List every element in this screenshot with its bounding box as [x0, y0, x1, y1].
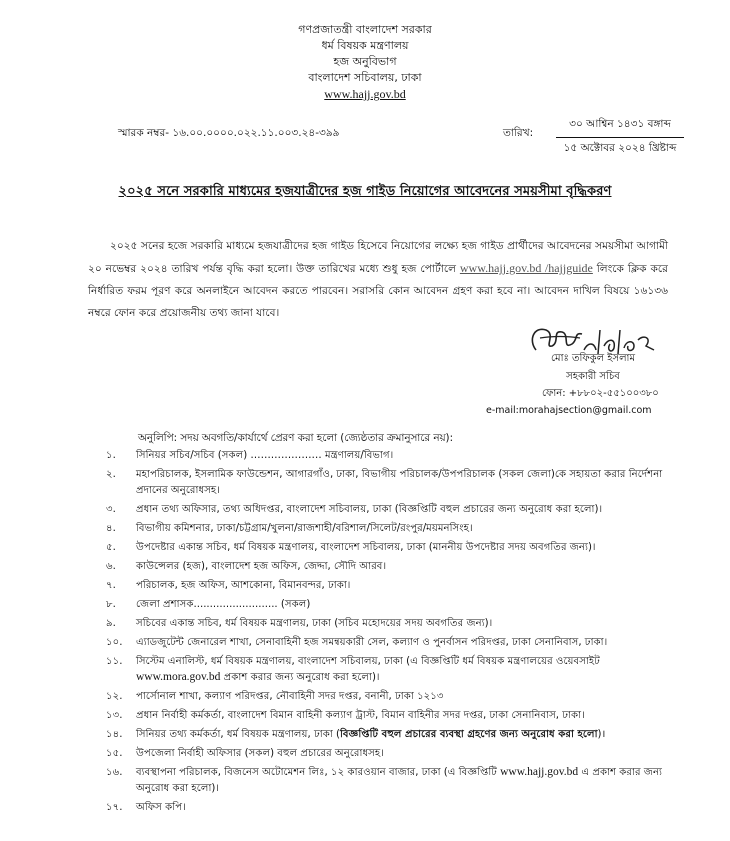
list-item — [96, 540, 686, 556]
date-bangla: ৩০ আশ্বিন ১৪৩১ বঙ্গাব্দ — [556, 115, 684, 138]
list-item-text: উপদেষ্টার একান্ত সচিব, ধর্ম বিষয়ক মন্ত্রণালয়, বাংলাদেশ সচিবালয়, ঢাকা (মাননীয় উপদেষ্টার সদয় অবগতির জন্য)। — [136, 541, 596, 553]
header-government-name: গণপ্রজাতন্ত্রী বাংলাদেশ সরকার — [298, 23, 432, 36]
notice-body — [88, 235, 668, 324]
list-item-text — [136, 654, 686, 685]
list-item-text-part: সিস্টেম এনালিস্ট, ধর্ম বিষয়ক মন্ত্রণালয়, বাংলাদেশ সচিবালয়, ঢাকা (এ বিজ্ঞপ্তিটি ধর্ম বিষয়ক মন্ত্রণালয়ের ওয়েবসাইট — [136, 656, 600, 668]
list-item-text: জেলা প্রশাসক.......................... (সকল) — [136, 599, 311, 611]
header-address: বাংলাদেশ সচিবালয়, ঢাকা — [308, 71, 422, 84]
list-item-text: প্রধান নির্বাহী কর্মকর্তা, বাংলাদেশ বিমান বাহিনী কল্যাণ ট্রাস্ট, বিমান বাহিনীর সদর দপ্তর, ঢাকা সেনানিবাস, ঢাকা। — [136, 710, 585, 722]
date-english: ১৫ অক্টোবর ২০২৪ খ্রিষ্টাব্দ — [563, 142, 677, 154]
list-item — [96, 559, 686, 575]
list-item-text: মহাপরিচালক, ইসলামিক ফাউন্ডেশন, আগারগাঁও, ঢাকা, বিভাগীয় পরিচালক/উপপরিচালক (সকল জেলা)কে সহায়তা করার নির্দেশনা প্রদানের অনুরোধসহ। — [136, 469, 663, 496]
copy-to-list — [96, 448, 686, 819]
list-item-text: প্রধান তথ্য অফিসার, তথ্য অধিদপ্তর, বাংলাদেশ সচিবালয়, ঢাকা (বিজ্ঞপ্তিটি বহুল প্রচারের জন্য অনুরোধ করা হলো)। — [136, 503, 603, 515]
list-item-text-part: সিনিয়র তথ্য কর্মকর্তা, ধর্ম বিষয়ক মন্ত্রণালয়, ঢাকা ( — [136, 729, 341, 741]
signatory-email[interactable]: e-mail:morahajsection@gmail.com — [486, 405, 652, 416]
signatory-designation: সহকারী সচিব — [566, 371, 620, 382]
list-item — [96, 448, 686, 464]
list-item-text: সিনিয়র সচিব/সচিব (সকল) ………………… মন্ত্রণালয়/বিভাগ। — [136, 450, 394, 461]
list-item-number: ৬. — [106, 560, 116, 572]
list-item-text: বিভাগীয় কমিশনার, ঢাকা/চট্টগ্রাম/খুলনা/রাজশাহী/বরিশাল/সিলেট/রংপুর/ময়মনসিংহ। — [136, 522, 473, 534]
body-text-part2: লিংকে ক্লিক করে নির্ধারিত ফরম পূরণ করে অনলাইনে আবেদন করতে পারবেন। সরাসরি কোন আবেদন গ্রহণ করা হবে না। আবেদন দাখিল বিষয়ে ১৬১৩৬ নম্বরে ফোন করে প্রয়োজনীয় তথ্য জানা যাবে। — [88, 263, 668, 319]
list-item-text: পরিচালক, হজ অফিস, আশকোনা, বিমানবন্দর, ঢাকা। — [136, 580, 351, 592]
list-item-number: ৩. — [106, 503, 116, 515]
memo-number: স্মারক নম্বর- ১৬.০০.০০০০.০২২.১১.০০৩.২৪-৩৯৯ — [118, 127, 340, 139]
list-item-bold-request: বিজ্ঞপ্তিটি বহুল প্রচারের ব্যবস্থা গ্রহণের জন্য অনুরোধ করা হলো — [340, 729, 598, 741]
list-item-number: ১৫. — [106, 748, 123, 760]
header-website-link[interactable]: www.hajj.gov.bd — [324, 87, 406, 101]
list-item — [96, 654, 686, 685]
signatory-name: মোঃ তফিকুল ইসলাম — [550, 353, 636, 364]
list-item-number: ১২. — [106, 691, 123, 703]
list-item-text: এ্যাডজুটেন্ট জেনারেল শাখা, সেনাবাহিনী হজ সমন্বয়কারী সেল, কল্যাণ ও পুনর্বাসন পরিদপ্তর, ঢাকা সেনানিবাস, ঢাকা। — [136, 637, 608, 649]
body-text-part1: ২০২৫ সনের হজে সরকারি মাধ্যমে হজযাত্রীদের হজ গাইড হিসেবে নিয়োগের লক্ষ্যে হজ গাইড প্রার্থীদের আবেদনের সময়সীমা আগামী ২০ নভেম্বর ২০২৪ তারিখ পর্যন্ত বৃদ্ধি করা হলো। উক্ত তারিখের মধ্যে শুধু হজ পোর্টালে — [88, 240, 668, 275]
list-item — [96, 635, 686, 651]
list-item-number: ১০. — [106, 637, 123, 649]
list-item — [96, 521, 686, 537]
header-wing-name: হজ অনুবিভাগ — [333, 55, 397, 68]
list-item-number: ৭. — [106, 580, 116, 592]
list-item-text: সচিবের একান্ত সচিব, ধর্ম বিষয়ক মন্ত্রণালয়, ঢাকা (সচিব মহোদয়ের সদয় অবগতির জন্য)। — [136, 618, 493, 630]
list-item-text — [136, 765, 686, 796]
hajj-website-link[interactable]: www.hajj.gov.bd — [500, 766, 579, 779]
list-item-number: ১৪. — [106, 729, 123, 741]
list-item — [96, 689, 686, 705]
signatory-phone: ফোন: +৮৮০২-৫৫১০০৩৮০ — [542, 388, 659, 399]
list-item-text: উপজেলা নির্বাহী অফিসার (সকল) বহুল প্রচারের অনুরোধসহ। — [136, 748, 384, 760]
letterhead — [0, 22, 730, 102]
list-item-text: কাউন্সেলর (হজ), বাংলাদেশ হজ অফিস, জেদ্দা, সৌদি আরব। — [136, 560, 387, 572]
list-item — [96, 467, 686, 498]
list-item — [96, 502, 686, 518]
signatory-block — [478, 350, 698, 386]
hajj-guide-link[interactable]: www.hajj.gov.bd /hajjguide — [459, 261, 593, 275]
list-item-number: ৪. — [106, 522, 116, 534]
list-item-text-part: এ প্রকাশ করার জন্য অনুরোধ করা হলো)। — [136, 767, 662, 794]
list-item-text — [136, 727, 686, 743]
list-item-text: অফিস কপি। — [136, 802, 186, 813]
list-item-number: ১৩. — [106, 710, 123, 722]
list-item — [96, 800, 686, 816]
list-item — [96, 616, 686, 632]
date-block — [556, 115, 684, 158]
list-item — [96, 746, 686, 762]
list-item — [96, 727, 686, 743]
list-item-text-part: ব্যবস্থাপনা পরিচালক, বিজনেস অটোমেশন লিঃ, ১২ কারওয়ান বাজার, ঢাকা (এ বিজ্ঞপ্তিটি — [136, 767, 501, 779]
list-item-number: ১১. — [106, 656, 123, 668]
list-item — [96, 597, 686, 613]
list-item-number: ২. — [106, 469, 116, 481]
header-ministry-name: ধর্ম বিষয়ক মন্ত্রণালয় — [321, 39, 409, 52]
date-label: তারিখ: — [503, 127, 534, 139]
list-item-number: ১৭. — [106, 802, 123, 813]
list-item-number: ৫. — [106, 541, 116, 553]
list-item — [96, 708, 686, 724]
list-item — [96, 578, 686, 594]
mora-website-link[interactable]: www.mora.gov.bd — [136, 670, 221, 683]
list-item-number: ১৬. — [106, 767, 123, 779]
list-item-text-part: প্রকাশ করার জন্য অনুরোধ করা হলো)। — [220, 671, 380, 683]
list-item — [96, 765, 686, 796]
list-item-number: ৯. — [106, 618, 116, 630]
list-item-number: ১. — [106, 450, 116, 461]
list-item-number: ৮. — [106, 599, 116, 611]
list-item-text-part: )। — [597, 729, 606, 741]
copy-to-heading: অনুলিপি: সদয় অবগতি/কার্যার্থে প্রেরণ করা হলো (জ্যেষ্ঠতার ক্রমানুসারে নয়): — [138, 432, 454, 444]
notice-title: ২০২৫ সনে সরকারি মাধ্যমের হজযাত্রীদের হজ গাইড নিয়োগের আবেদনের সময়সীমা বৃদ্ধিকরণ — [118, 184, 612, 199]
list-item-text: পার্সোনাল শাখা, কল্যাণ পরিদপ্তর, নৌবাহিনী সদর দপ্তর, বনানী, ঢাকা ১২১৩ — [136, 691, 444, 703]
